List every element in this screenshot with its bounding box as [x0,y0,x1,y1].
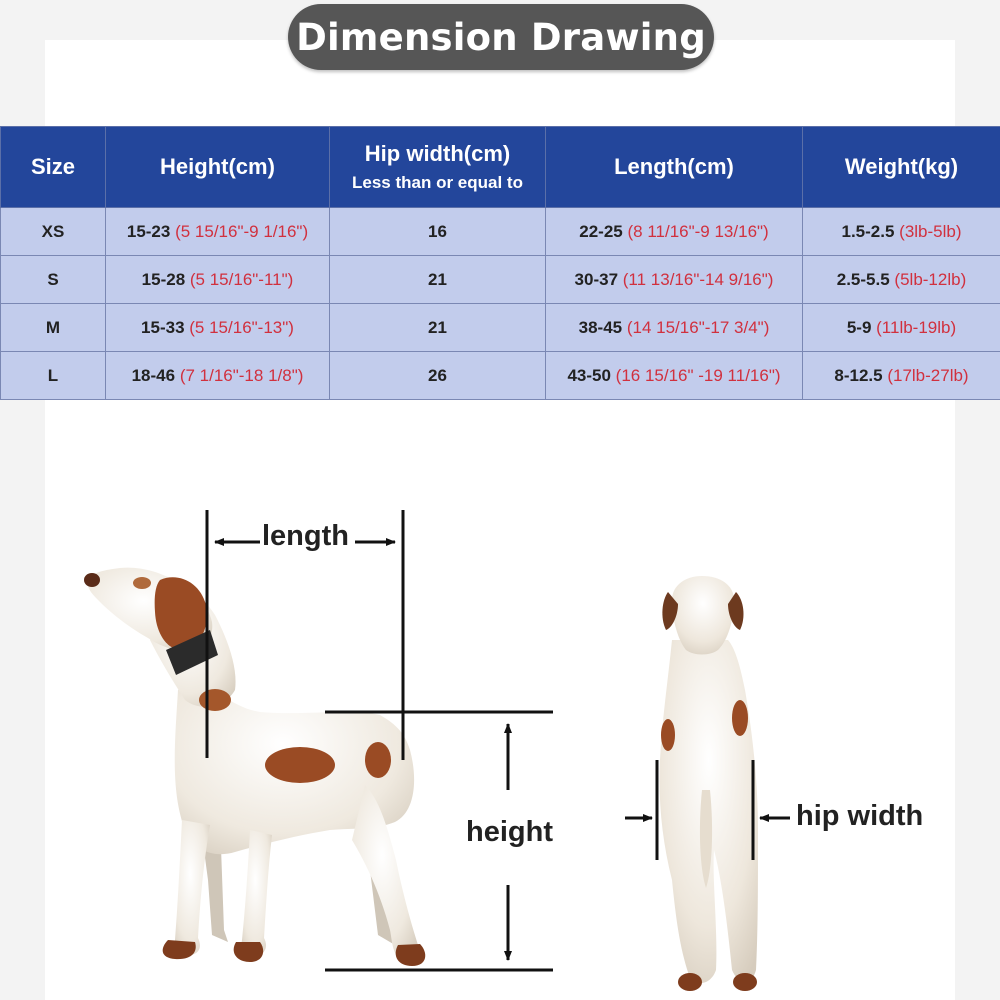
length-cm: 22-25 [579,221,623,241]
header-weight: Weight(kg) [803,127,1000,208]
length-label: length [262,520,349,552]
cell-height [106,208,330,256]
height-inches: (5 15/16"-13") [189,317,294,337]
length-cm: 43-50 [567,365,611,385]
length-inches: (11 13/16"-14 9/16") [622,269,774,289]
header-length: Length(cm) [546,127,803,208]
height-cm: 15-23 [126,221,171,241]
weight-kg: 5-9 [846,317,872,337]
cell-height [106,256,330,304]
cell-hip-width: 21 [330,256,546,304]
table-row [1,208,1000,256]
weight-lb: (17lb-27lb) [887,365,969,385]
height-inches: (7 1/16"-18 1/8") [179,365,304,385]
cell-height [106,304,330,352]
weight-lb: (11lb-19lb) [876,317,957,337]
weight-lb: (3lb-5lb) [899,221,962,241]
cell-length [546,208,803,256]
length-cm: 38-45 [578,317,623,337]
length-inches: (8 11/16"-9 13/16") [627,221,769,241]
size-chart-table [0,126,1000,400]
cell-size: M [1,304,106,352]
cell-size: S [1,256,106,304]
cell-weight [803,352,1000,400]
weight-kg: 2.5-5.5 [836,269,890,289]
cell-size: XS [1,208,106,256]
length-cm: 30-37 [574,269,619,289]
hip-width-label: hip width [796,800,924,832]
cell-weight [803,208,1000,256]
cell-hip-width: 16 [330,208,546,256]
cell-weight [803,304,1000,352]
height-cm: 15-28 [141,269,186,289]
cell-weight [803,256,1000,304]
length-inches: (16 15/16" -19 11/16") [615,365,781,385]
table-row [1,304,1000,352]
cell-size: L [1,352,106,400]
height-cm: 15-33 [141,317,185,337]
weight-lb: (5lb-12lb) [894,269,967,289]
cell-length [546,256,803,304]
weight-kg: 1.5-2.5 [841,221,895,241]
height-inches: (5 15/16"-11") [189,269,294,289]
table-row [1,352,1000,400]
cell-length [546,304,803,352]
height-inches: (5 15/16"-9 1/16") [175,221,309,241]
cell-height [106,352,330,400]
title-banner [288,4,714,70]
table-header-row [1,127,1000,208]
cell-length [546,352,803,400]
height-cm: 18-46 [131,365,176,385]
page-title: Dimension Drawing [296,15,706,59]
table-row [1,256,1000,304]
height-label: height [466,816,553,848]
header-hip-width-note: Less than or equal to [352,173,523,192]
header-hip-width-label: Hip width(cm) [364,140,511,166]
header-height: Height(cm) [106,127,330,208]
cell-hip-width: 21 [330,304,546,352]
header-hip-width [330,127,546,208]
weight-kg: 8-12.5 [834,365,883,385]
length-inches: (14 15/16"-17 3/4") [626,317,770,337]
header-size: Size [1,127,106,208]
cell-hip-width: 26 [330,352,546,400]
